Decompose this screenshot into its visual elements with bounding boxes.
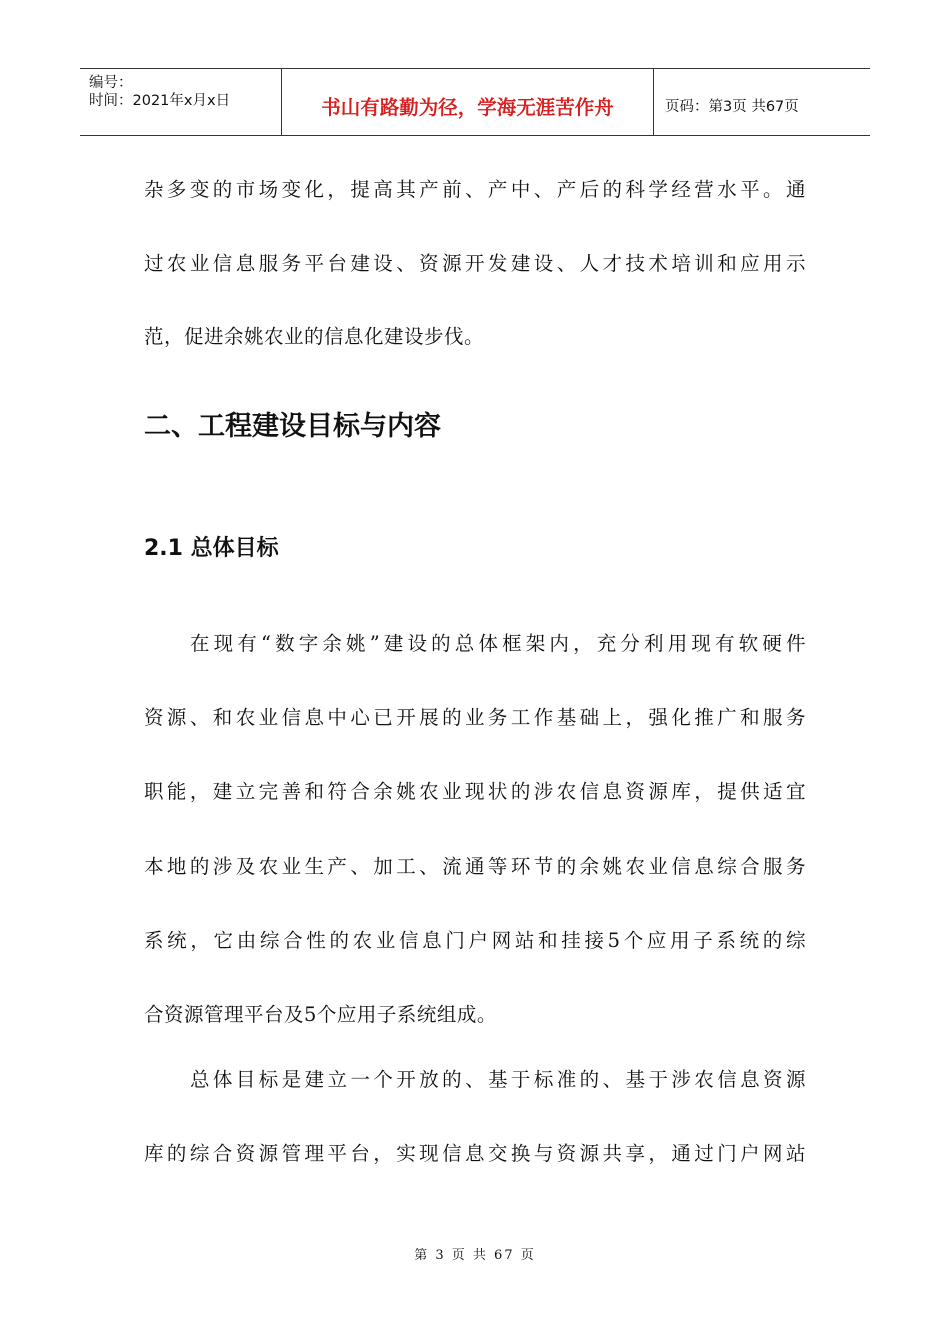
section-title: 二、工程建设目标与内容 [144,411,441,442]
para1-line-2: 资源、和农业信息中心已开展的业务工作基础上，强化推广和服务 [144,706,806,729]
document-date-label: 时间：2021年x月x日 [89,93,231,109]
para1-line-4: 本地的涉及农业生产、加工、流通等环节的余姚农业信息综合服务 [144,855,806,878]
header-table [80,68,870,136]
intro-line-2: 过农业信息服务平台建设、资源开发建设、人才技术培训和应用示 [144,252,806,275]
document-number-label: 编号： [89,75,133,91]
subsection-title: 2.1 总体目标 [144,536,279,561]
para1-line-1: 在现有“数字余姚”建设的总体框架内，充分利用现有软硬件 [190,632,806,655]
para2-line-2: 库的综合资源管理平台，实现信息交换与资源共享，通过门户网站 [144,1142,806,1165]
para1-line-6: 合资源管理平台及5个应用子系统组成。 [144,1003,497,1026]
header-meta-cell [80,69,282,135]
para1-line-5: 系统，它由综合性的农业信息门户网站和挂接5个应用子系统的综 [144,929,806,952]
header-motto: 书山有路勤为径，学海无涯苦作舟 [282,69,654,135]
para2-line-1: 总体目标是建立一个开放的、基于标准的、基于涉农信息资源 [190,1068,806,1091]
para1-line-3: 职能，建立完善和符合余姚农业现状的涉农信息资源库，提供适宜 [144,780,806,803]
page-footer: 第 3 页 共 67 页 [414,1248,536,1263]
intro-line-1: 杂多变的市场变化，提高其产前、产中、产后的科学经营水平。通 [144,178,806,201]
intro-line-3: 范，促进余姚农业的信息化建设步伐。 [144,325,485,348]
header-page-info: 页码：第3页 共67页 [665,98,799,115]
